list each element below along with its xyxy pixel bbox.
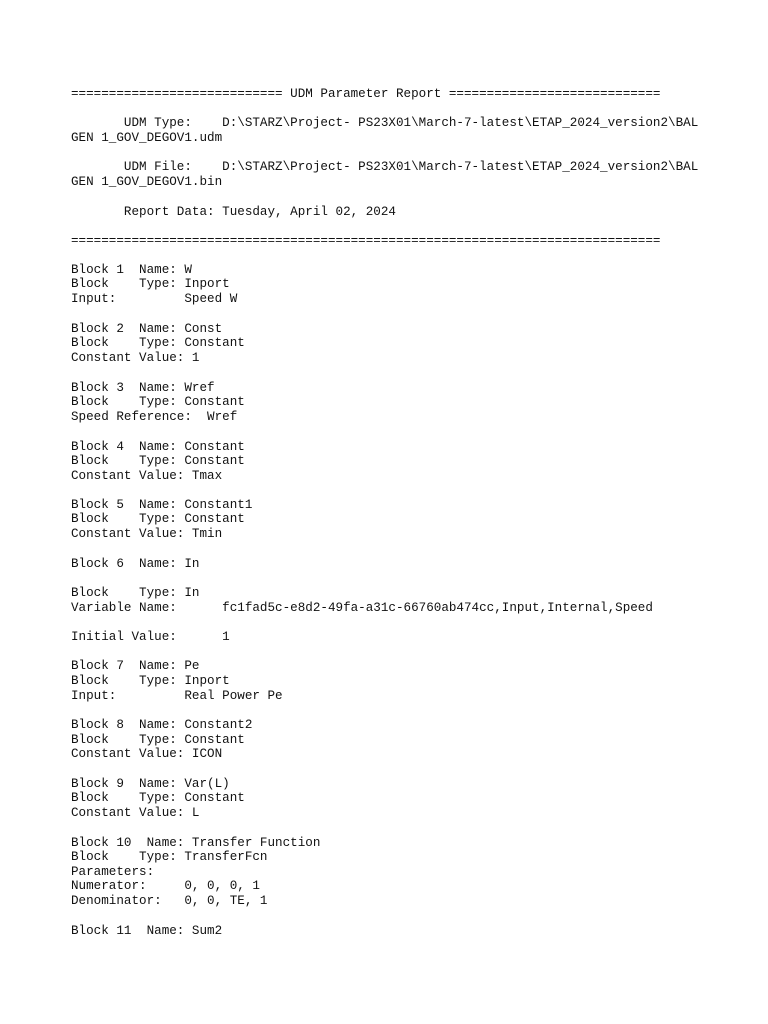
block-3-type: Block Type: Constant	[71, 395, 245, 409]
block-9-param: Constant Value: L	[71, 806, 200, 820]
block-11-name: Block 11 Name: Sum2	[71, 924, 223, 938]
block-7-name: Block 7 Name: Pe	[71, 659, 200, 673]
block-9-name: Block 9 Name: Var(L)	[71, 777, 230, 791]
block-1-type: Block Type: Inport	[71, 277, 230, 291]
block-4-param: Constant Value: Tmax	[71, 469, 223, 483]
block-10-param2: Numerator: 0, 0, 0, 1	[71, 879, 260, 893]
block-1-name: Block 1 Name: W	[71, 263, 192, 277]
block-10-name: Block 10 Name: Transfer Function	[71, 836, 321, 850]
report-footer-rule: ==============================================================================	[71, 234, 661, 248]
block-2-param: Constant Value: 1	[71, 351, 200, 365]
block-7-type: Block Type: Inport	[71, 674, 230, 688]
block-5-param: Constant Value: Tmin	[71, 527, 223, 541]
udm-file-wrap: GEN 1_GOV_DEGOV1.bin	[71, 175, 223, 189]
udm-type-wrap: GEN 1_GOV_DEGOV1.udm	[71, 131, 223, 145]
udm-type-line: UDM Type: D:\STARZ\Project- PS23X01\March-7-latest\ETAP_2024_version2\BAL	[71, 116, 699, 130]
block-8-param: Constant Value: ICON	[71, 747, 223, 761]
block-5-type: Block Type: Constant	[71, 512, 245, 526]
block-6-name: Block 6 Name: In	[71, 557, 200, 571]
block-6-param2: Initial Value: 1	[71, 630, 230, 644]
block-4-type: Block Type: Constant	[71, 454, 245, 468]
block-10-type: Block Type: TransferFcn	[71, 850, 268, 864]
block-6-param: Variable Name: fc1fad5c-e8d2-49fa-a31c-66760ab474cc,Input,Internal,Speed	[71, 601, 653, 615]
block-2-name: Block 2 Name: Const	[71, 322, 223, 336]
block-1-param: Input: Speed W	[71, 292, 238, 306]
block-9-type: Block Type: Constant	[71, 791, 245, 805]
udm-file-line: UDM File: D:\STARZ\Project- PS23X01\March-7-latest\ETAP_2024_version2\BAL	[71, 160, 699, 174]
report-date: Report Data: Tuesday, April 02, 2024	[71, 205, 396, 219]
block-6-type: Block Type: In	[71, 586, 200, 600]
block-2-type: Block Type: Constant	[71, 336, 245, 350]
block-10-param: Parameters:	[71, 865, 155, 879]
block-7-param: Input: Real Power Pe	[71, 689, 283, 703]
block-8-name: Block 8 Name: Constant2	[71, 718, 253, 732]
block-4-name: Block 4 Name: Constant	[71, 440, 245, 454]
report-header-rule: ============================ UDM Parameter Report ============================	[71, 87, 661, 101]
block-3-name: Block 3 Name: Wref	[71, 381, 215, 395]
block-8-type: Block Type: Constant	[71, 733, 245, 747]
block-10-param3: Denominator: 0, 0, TE, 1	[71, 894, 268, 908]
block-3-param: Speed Reference: Wref	[71, 410, 238, 424]
block-5-name: Block 5 Name: Constant1	[71, 498, 253, 512]
